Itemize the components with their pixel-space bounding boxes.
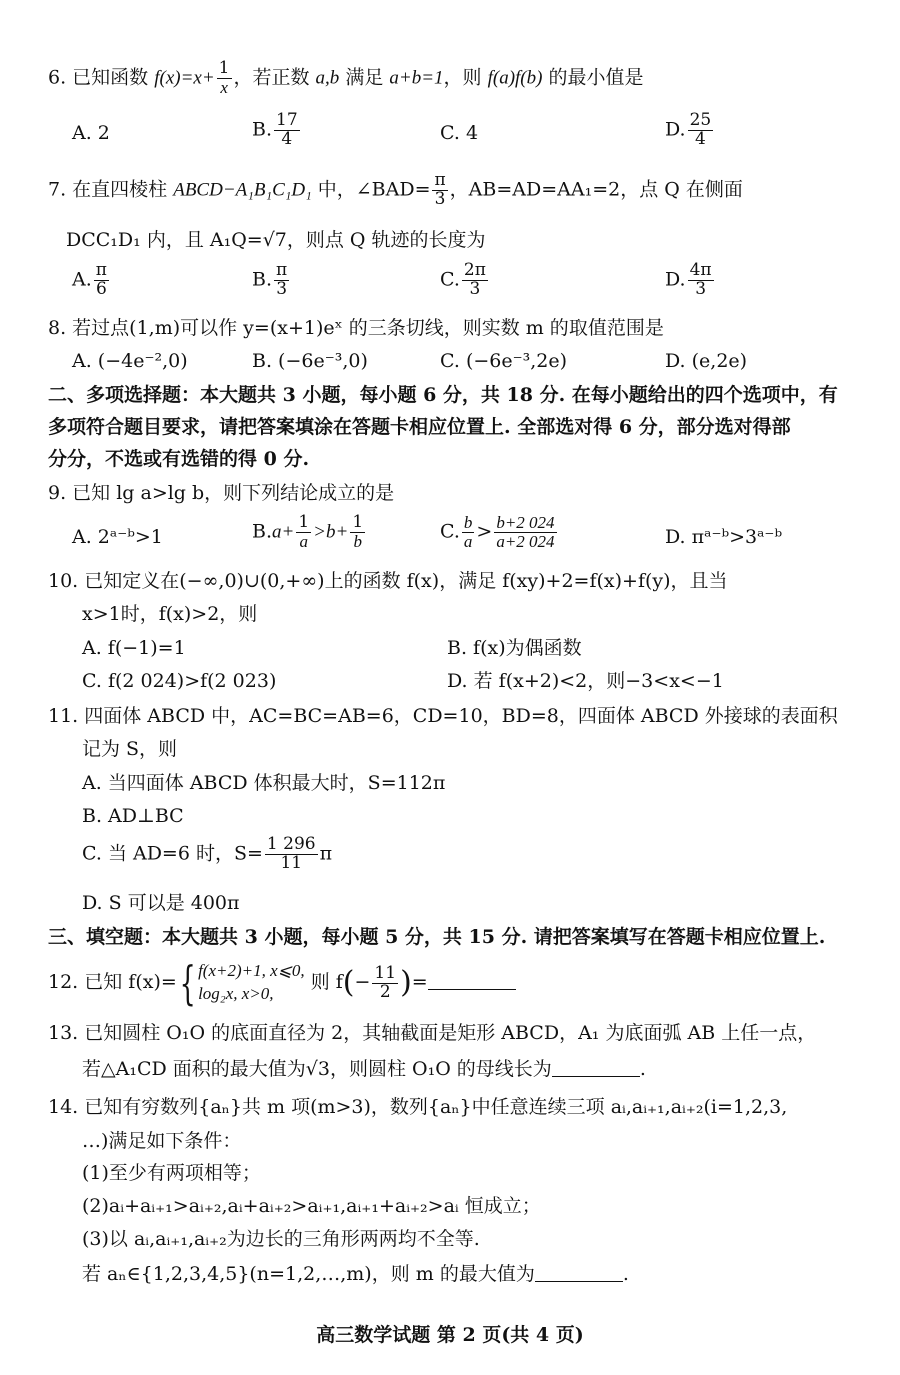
q11-stem-line1: 11. 四面体 ABCD 中，AC=BC=AB=6，CD=10，BD=8，四面体 ABCD 外接球的表面积 <box>48 705 838 727</box>
q14-condition-1: (1)至少有两项相等； <box>82 1162 261 1184</box>
left-brace-icon: { <box>179 956 196 1010</box>
q14-condition-2: (2)aᵢ+aᵢ₊₁>aᵢ₊₂,aᵢ+aᵢ₊₂>aᵢ₊₁,aᵢ₊₁+aᵢ₊₂>aᵢ 恒成立； <box>82 1195 541 1217</box>
q10-option-b: B. f(x)为偶函数 <box>447 637 582 659</box>
q11-option-a: A. 当四面体 ABCD 体积最大时，S=112π <box>82 772 446 794</box>
section3-header: 三、填空题：本大题共 3 小题，每小题 5 分，共 15 分. 请把答案填写在答题卡相应位置上. <box>48 926 826 948</box>
q11-option-c: C. 当 AD=6 时，S= $\frac{1 296}{11}$ π <box>82 834 333 873</box>
q6-option-d: D. $\frac{25}{4}$ <box>665 110 712 149</box>
q12-stem: 12. 已知 f(x)={ f(x+2)+1, x⩽0, log₂x, x>0, 则 f(− $\frac{11}{2}$ )= <box>48 960 516 1006</box>
q8-option-a: A. (−4e⁻²,0) <box>72 350 188 372</box>
q7-option-c: C. $\frac{2\pi}{3}$ <box>440 260 486 299</box>
q13-stem-line1: 13. 已知圆柱 O₁O 的底面直径为 2，其轴截面是矩形 ABCD，A₁ 为底面弧 AB 上任一点， <box>48 1022 817 1044</box>
q6-stem: 6. 已知函数 f(x)=x+ $\frac{1}{x}$ ，若正数 a,b 满足 a+b=1，则 f(a)f(b) 的最小值是 <box>48 58 644 97</box>
page-footer: 高三数学试题 第 2 页(共 4 页) <box>316 1324 584 1346</box>
q7-option-a: A. $\frac{\pi}{6}$ <box>72 260 107 299</box>
q6-option-c: C. 4 <box>440 122 479 144</box>
q9-option-c: C. $\frac{b}{a}$ > $\frac{b+2 024}{a+2 024}$ <box>440 513 555 551</box>
q8-option-c: C. (−6e⁻³,2e) <box>440 350 568 372</box>
q7-stem-line2: DCC₁D₁ 内，且 A₁Q=√7，则点 Q 轨迹的长度为 <box>66 229 486 251</box>
q11-option-b: B. AD⊥BC <box>82 805 184 827</box>
section2-header-line2: 多项符合题目要求，请把答案填涂在答题卡相应位置上. 全部选对得 6 分，部分选对得部 <box>48 416 791 438</box>
q6-option-a: A. 2 <box>72 122 110 144</box>
q10-stem-line2: x>1时，f(x)>2，则 <box>82 603 258 625</box>
q9-option-d: D. πᵃ⁻ᵇ>3ᵃ⁻ᵇ <box>665 526 783 548</box>
q9-option-b: B.a+ $\frac{1}{a}$ >b+ $\frac{1}{b}$ <box>252 512 364 551</box>
q9-stem: 9. 已知 lg a>lg b，则下列结论成立的是 <box>48 482 395 504</box>
q10-option-d: D. 若 f(x+2)<2，则−3<x<−1 <box>447 670 724 692</box>
q7-stem-line1: 7. 在直四棱柱 ABCD−A₁B₁C₁D₁ 中，∠BAD= $\frac{\pi}{3}$ ，AB=AD=AA₁=2，点 Q 在侧面 <box>48 170 743 209</box>
section2-header-line3: 分分，不选或有选错的得 0 分. <box>48 448 310 470</box>
q8-option-b: B. (−6e⁻³,0) <box>252 350 368 372</box>
q6-fraction: $\frac{1}{x}$ <box>218 58 230 97</box>
section2-header-line1: 二、多项选择题：本大题共 3 小题，每小题 6 分，共 18 分. 在每小题给出的四个选项中，有 <box>48 384 838 406</box>
q7-option-d: D. $\frac{4\pi}{3}$ <box>665 260 712 299</box>
q14-answer-blank[interactable] <box>535 1263 623 1282</box>
q14-stem-line2: …)满足如下条件： <box>82 1130 242 1152</box>
q10-option-a: A. f(−1)=1 <box>82 637 186 659</box>
q10-option-c: C. f(2 024)>f(2 023) <box>82 670 277 692</box>
q9-option-a: A. 2ᵃ⁻ᵇ>1 <box>72 526 163 548</box>
q14-condition-3: (3)以 aᵢ,aᵢ₊₁,aᵢ₊₂为边长的三角形两两均不全等. <box>82 1228 480 1250</box>
q14-stem-line1: 14. 已知有穷数列{aₙ}共 m 项(m>3)，数列{aₙ}中任意连续三项 aᵢ,aᵢ₊₁,aᵢ₊₂(i=1,2,3, <box>48 1096 788 1118</box>
q14-stem-last: 若 aₙ∈{1,2,3,4,5}(n=1,2,…,m)，则 m 的最大值为 . <box>82 1263 629 1285</box>
q10-stem-line1: 10. 已知定义在(−∞,0)∪(0,+∞)上的函数 f(x)，满足 f(xy)+2=f(x)+f(y)，且当 <box>48 570 728 592</box>
q11-option-d: D. S 可以是 400π <box>82 892 240 914</box>
q8-stem: 8. 若过点(1,m)可以作 y=(x+1)eˣ 的三条切线，则实数 m 的取值范围是 <box>48 317 664 339</box>
q7-option-b: B. $\frac{\pi}{3}$ <box>252 260 288 299</box>
q8-option-d: D. (e,2e) <box>665 350 748 372</box>
q13-answer-blank[interactable] <box>552 1058 640 1077</box>
piecewise-cases: f(x+2)+1, x⩽0, log₂x, x>0, <box>198 961 305 1003</box>
q6-option-b: B. $\frac{17}{4}$ <box>252 110 298 149</box>
q13-stem-line2: 若△A₁CD 面积的最大值为√3，则圆柱 O₁O 的母线长为 . <box>82 1058 646 1080</box>
q11-stem-line2: 记为 S，则 <box>82 738 178 760</box>
q12-answer-blank[interactable] <box>428 971 516 990</box>
